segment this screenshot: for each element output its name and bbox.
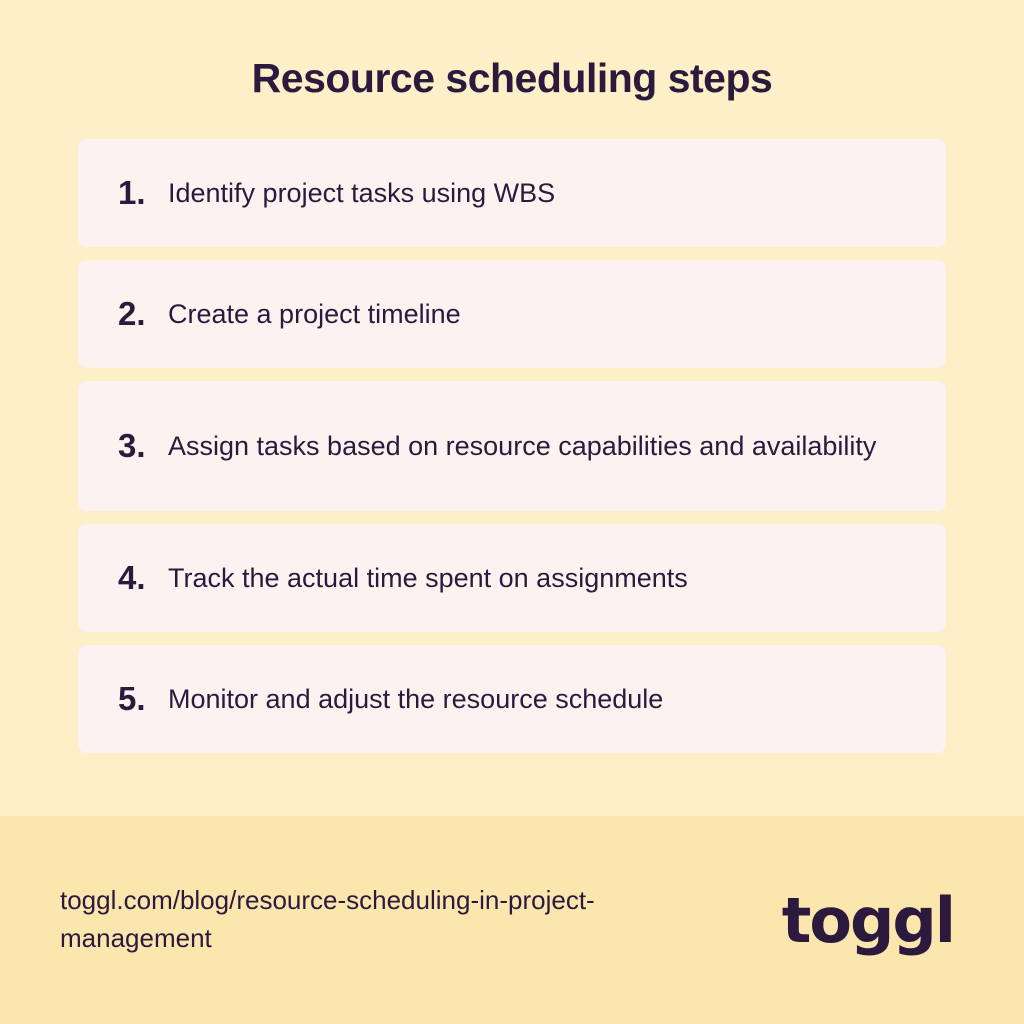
step-text: Identify project tasks using WBS [168,177,556,208]
step-number: 4. [118,559,146,597]
footer [0,816,1024,1024]
list-item [78,645,946,753]
article-url: toggl.com/blog/resource-scheduling-in-project-management [60,885,595,953]
step-text: Monitor and adjust the resource schedule [168,683,664,714]
step-text: Create a project timeline [168,298,461,329]
step-number: 1. [118,174,146,212]
list-item [78,260,946,368]
toggl-logo: toggl [781,883,954,957]
step-text: Track the actual time spent on assignments [168,562,688,593]
list-item [78,524,946,632]
step-number: 3. [118,427,146,465]
steps-list [78,139,946,753]
step-number: 2. [118,295,146,333]
list-item [78,381,946,511]
step-number: 5. [118,680,146,718]
list-item [78,139,946,247]
step-text: Assign tasks based on resource capabilities and availability [168,430,877,461]
page-title: Resource scheduling steps [251,55,773,101]
